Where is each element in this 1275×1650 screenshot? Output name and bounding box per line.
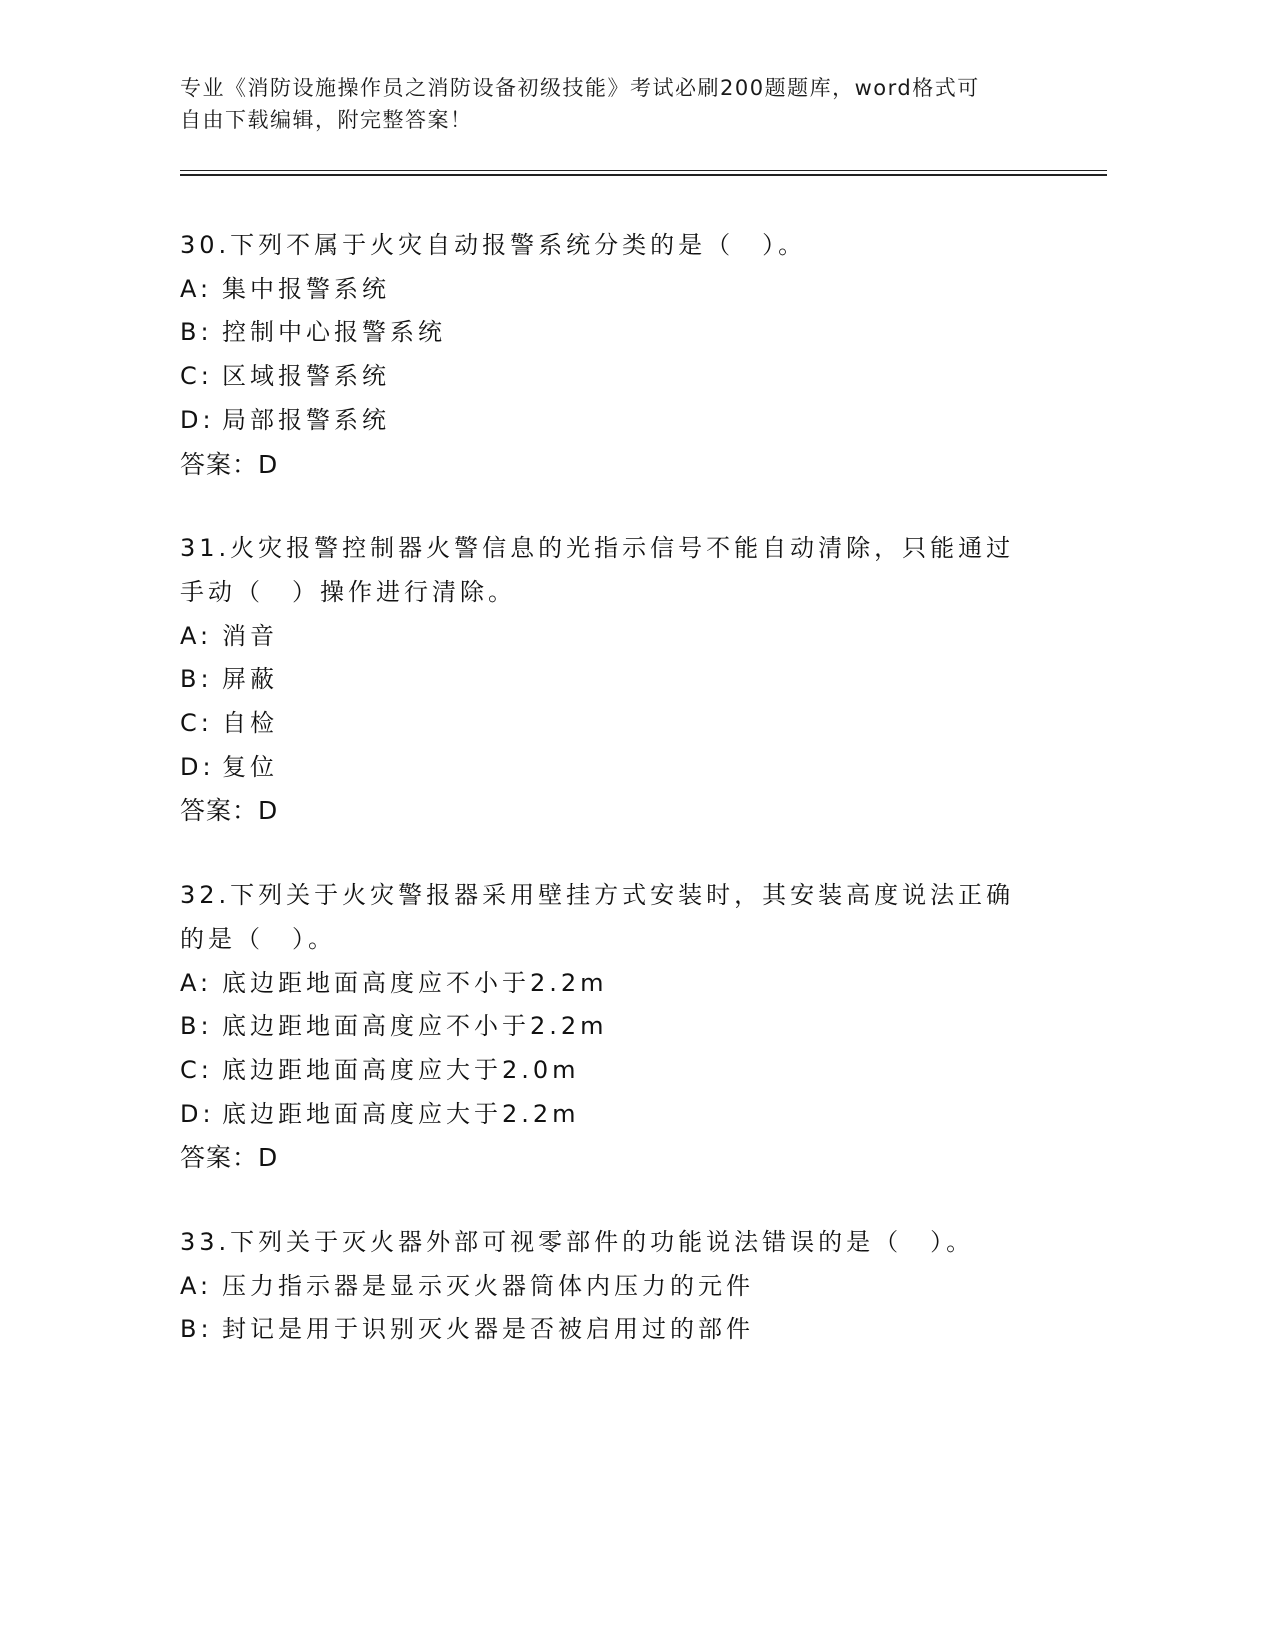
option-letter: A: [180, 968, 213, 997]
option-b [180, 1308, 1040, 1352]
option-letter: D: [180, 1099, 215, 1128]
option-text: 控制中心报警系统 [222, 318, 446, 347]
answer-line: 答案：D [180, 1143, 279, 1173]
option-text: 自检 [222, 709, 278, 738]
option-letter: B: [180, 1012, 213, 1041]
option-text: 底边距地面高度应大于2.2m [222, 1099, 580, 1128]
header-divider-thin [180, 170, 1107, 171]
document-header [180, 72, 1040, 136]
option-text: 压力指示器是显示灭火器筒体内压力的元件 [222, 1271, 754, 1300]
option-letter: C: [180, 362, 213, 391]
option-c [180, 1049, 1040, 1093]
option-b [180, 311, 1040, 355]
option-b [180, 1005, 1040, 1049]
option-c [180, 355, 1040, 399]
question-stem: 32.下列关于火灾警报器采用壁挂方式安装时，其安装高度说法正确的是（ ）。 [180, 881, 1015, 953]
option-a [180, 962, 1040, 1006]
option-letter: C: [180, 709, 213, 738]
question-list [180, 224, 1040, 1393]
option-text: 复位 [222, 752, 278, 781]
option-b [180, 658, 1040, 702]
option-letter: B: [180, 1315, 213, 1344]
option-letter: A: [180, 1271, 213, 1300]
question-32 [180, 874, 1040, 1180]
question-stem: 33.下列关于灭火器外部可视零部件的功能说法错误的是（ ）。 [180, 1228, 975, 1257]
option-text: 消音 [222, 621, 278, 650]
option-text: 区域报警系统 [222, 362, 390, 391]
option-a [180, 1265, 1040, 1309]
option-letter: C: [180, 1055, 213, 1084]
answer-line: 答案：D [180, 796, 279, 826]
option-d [180, 746, 1040, 790]
header-line-1: 专业《消防设施操作员之消防设备初级技能》考试必刷200题题库，word格式可 [180, 76, 980, 100]
option-text: 局部报警系统 [222, 405, 390, 434]
header-divider-thick [180, 174, 1107, 176]
option-text: 底边距地面高度应不小于2.2m [222, 968, 608, 997]
question-stem: 31.火灾报警控制器火警信息的光指示信号不能自动清除，只能通过手动（ ）操作进行清除。 [180, 534, 1015, 606]
option-text: 底边距地面高度应大于2.0m [222, 1055, 580, 1084]
header-line-2: 自由下载编辑，附完整答案！ [180, 108, 473, 132]
option-d [180, 399, 1040, 443]
option-letter: D: [180, 405, 215, 434]
option-a [180, 268, 1040, 312]
option-text: 底边距地面高度应不小于2.2m [222, 1012, 608, 1041]
option-text: 屏蔽 [222, 665, 278, 694]
option-letter: B: [180, 318, 213, 347]
option-c [180, 702, 1040, 746]
option-d [180, 1093, 1040, 1137]
option-letter: D: [180, 752, 215, 781]
question-31 [180, 527, 1040, 833]
question-stem: 30.下列不属于火灾自动报警系统分类的是（ ）。 [180, 231, 807, 259]
answer-line: 答案：D [180, 449, 279, 479]
option-text: 集中报警系统 [222, 274, 390, 303]
option-letter: A: [180, 274, 213, 303]
option-letter: A: [180, 621, 213, 650]
question-30 [180, 224, 1040, 486]
question-33 [180, 1221, 1040, 1352]
option-a [180, 615, 1040, 659]
option-letter: B: [180, 665, 213, 694]
option-text: 封记是用于识别灭火器是否被启用过的部件 [222, 1315, 754, 1344]
